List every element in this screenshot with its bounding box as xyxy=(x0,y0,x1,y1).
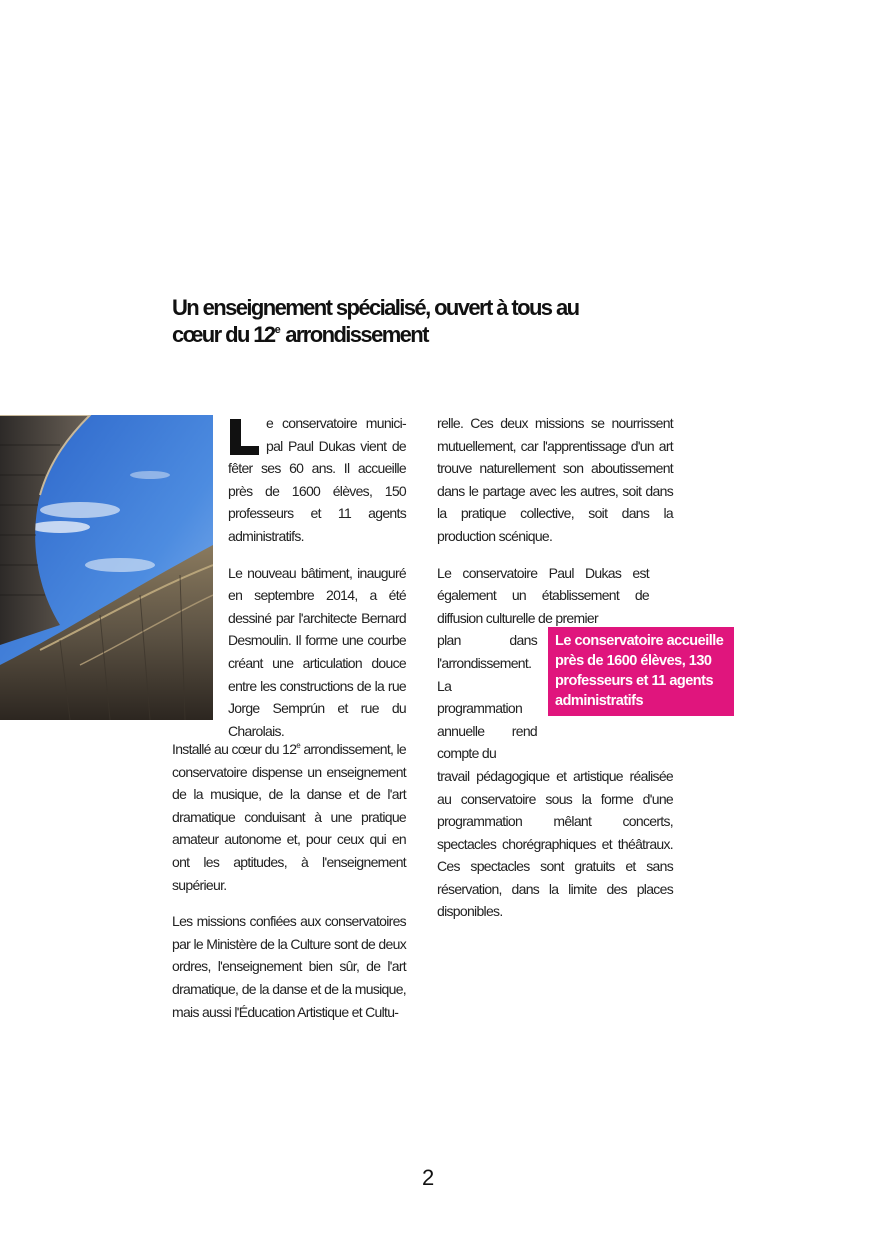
diffusion-paragraph-start: Le conservatoire Paul Dukas est également un établissement de diffusion culturelle de premier xyxy=(437,564,649,626)
building-paragraph: Le nouveau bâtiment, inauguré en septembre 2014, a été dessiné par l'architecte Bernard Desmoulin. Il forme une courbe créant une articulation douce entre les constructions de la rue Jorge Semprún et rue du Charolais. xyxy=(228,564,406,739)
highlight-callout: Le conservatoire accueille près de 1600 élèves, 130 professeurs et 11 agents administratifs xyxy=(548,627,734,716)
column-1-bottom xyxy=(172,738,406,1023)
missions-continued-paragraph: relle. Ces deux missions se nourrissent mutuellement, car l'apprentissage d'un art trouve naturellement son aboutissement dans le partage avec les autres, soit dans la pratique collective, soit dans la production scénique. xyxy=(437,415,673,544)
diffusion-paragraph-end: travail pédagogique et artistique réalisée au conservatoire sous la forme d'une programmation mêlant concerts, spectacles chorégraphiques et théâtraux. Ces spectacles sont gratuits et sans réservation, dans la limite des places disponibles. xyxy=(437,767,673,920)
title-line-2-end: arrondissement xyxy=(280,322,428,347)
diffusion-paragraph-narrow: plan dans l'arrondissement. La programmation annuelle rend compte du xyxy=(437,632,537,762)
intro-paragraph: e conservatoire munici-pal Paul Dukas vient de fêter ses 60 ans. Il accueille près de 1600 élèves, 150 professeurs et 11 agents administratifs. xyxy=(228,415,406,544)
title-superscript: e xyxy=(274,324,281,336)
page-number: 2 xyxy=(422,1165,435,1190)
dropcap-letter-l xyxy=(228,417,261,457)
column-1-top xyxy=(228,412,406,742)
missions-paragraph: Les missions confiées aux conservatoires par le Ministère de la Culture sont de deux ordres, l'enseignement bien sûr, de l'art dramatique, de la danse et de la musique, mais aussi l'Éducation Artistique et Cultu- xyxy=(172,913,406,1020)
page-title xyxy=(172,294,652,348)
title-line-2-start: cœur du 12 xyxy=(172,322,275,347)
teaching-paragraph: Installé au cœur du 12e arrondissement, le conservatoire dispense un enseignement de la musique, de la danse et de l'art dramatique conduisant à une pratique amateur autonome et, pour ceux qui en ont les aptitudes, à l'enseignement supérieur. xyxy=(172,741,406,893)
building-photo-illustration xyxy=(0,415,213,720)
title-line-1: Un enseignement spécialisé, ouvert à tous au xyxy=(172,295,579,320)
building-photo xyxy=(0,415,213,720)
